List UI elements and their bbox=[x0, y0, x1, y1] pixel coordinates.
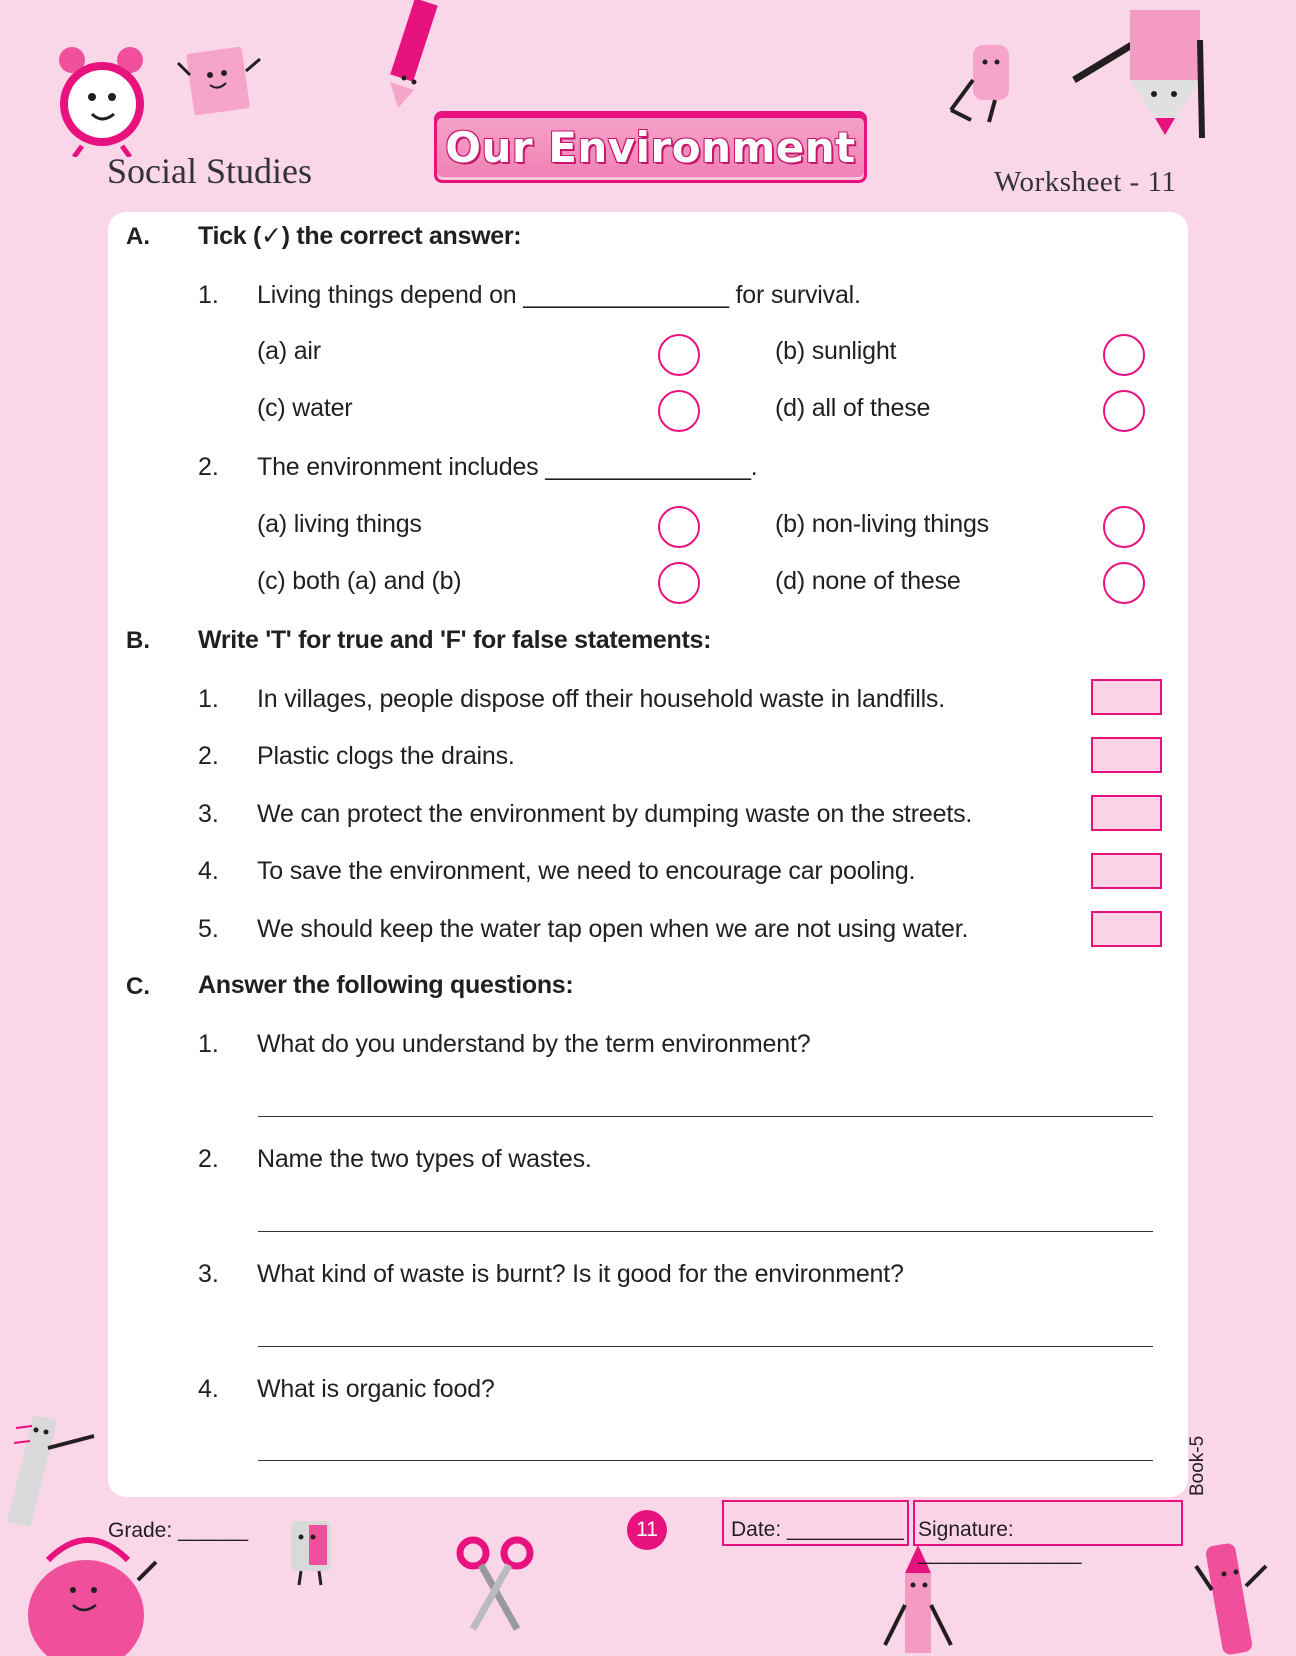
section-c-heading: Answer the following questions: bbox=[198, 971, 574, 999]
date-field: Date: __________ bbox=[731, 1518, 904, 1541]
question-number: 2. bbox=[198, 1145, 219, 1173]
question-text: What is organic food? bbox=[257, 1375, 495, 1403]
statement-number: 2. bbox=[198, 742, 219, 770]
pencil-tip-character-icon bbox=[1070, 10, 1210, 140]
alarm-clock-icon bbox=[52, 42, 152, 157]
question-a1-text: Living things depend on _______________ for survival. bbox=[257, 281, 861, 309]
question-number: 4. bbox=[198, 1375, 219, 1403]
notebook-character-icon bbox=[176, 45, 266, 125]
answer-line[interactable] bbox=[258, 1231, 1153, 1232]
question-a1-number: 1. bbox=[198, 281, 219, 309]
answer-line[interactable] bbox=[258, 1116, 1153, 1117]
option-a2-d: (d) none of these bbox=[775, 567, 961, 595]
statement-text: We can protect the environment by dumping waste on the streets. bbox=[257, 800, 973, 828]
tick-circle[interactable] bbox=[658, 334, 700, 376]
tick-circle[interactable] bbox=[1103, 390, 1145, 432]
tick-circle[interactable] bbox=[658, 390, 700, 432]
statement-number: 1. bbox=[198, 685, 219, 713]
question-a2-text: The environment includes _______________. bbox=[257, 453, 758, 481]
signature-field: Signature: ______________ bbox=[918, 1518, 1082, 1565]
question-text: What do you understand by the term environment? bbox=[257, 1030, 811, 1058]
true-false-box[interactable] bbox=[1091, 911, 1162, 947]
option-a1-b: (b) sunlight bbox=[775, 337, 897, 365]
signature-box[interactable] bbox=[913, 1500, 1183, 1565]
true-false-box[interactable] bbox=[1091, 679, 1162, 715]
true-false-box[interactable] bbox=[1091, 737, 1162, 773]
statement-number: 4. bbox=[198, 857, 219, 885]
book-label: Book-5 bbox=[1187, 1435, 1208, 1496]
true-false-box[interactable] bbox=[1091, 795, 1162, 831]
eraser-character-icon bbox=[945, 40, 1025, 125]
section-b-letter: B. bbox=[126, 627, 150, 654]
option-a1-c: (c) water bbox=[257, 394, 353, 422]
option-a1-a: (a) air bbox=[257, 337, 321, 365]
tick-circle[interactable] bbox=[658, 506, 700, 548]
section-b-heading: Write 'T' for true and 'F' for false statements: bbox=[198, 626, 712, 654]
sharpener-character-icon bbox=[283, 1515, 343, 1587]
page-number-badge: 11 bbox=[627, 1510, 667, 1550]
scissors-icon bbox=[455, 1535, 535, 1631]
statement-text: We should keep the water tap open when we are not using water. bbox=[257, 915, 969, 943]
statement-text: Plastic clogs the drains. bbox=[257, 742, 515, 770]
true-false-box[interactable] bbox=[1091, 853, 1162, 889]
question-text: Name the two types of wastes. bbox=[257, 1145, 592, 1173]
subject-label: Social Studies bbox=[107, 151, 312, 191]
tick-circle[interactable] bbox=[1103, 334, 1145, 376]
page-title: Our Environment bbox=[445, 122, 856, 172]
option-a1-d: (d) all of these bbox=[775, 394, 931, 422]
section-c-letter: C. bbox=[126, 973, 150, 1000]
grade-field[interactable]: Grade: ______ bbox=[108, 1519, 249, 1542]
pen-character-icon bbox=[1192, 1540, 1272, 1656]
tick-circle[interactable] bbox=[1103, 562, 1145, 604]
ruler-character-icon bbox=[8, 1408, 98, 1533]
question-a2-number: 2. bbox=[198, 453, 219, 481]
option-a2-c: (c) both (a) and (b) bbox=[257, 567, 462, 595]
statement-number: 5. bbox=[198, 915, 219, 943]
title-banner bbox=[434, 111, 867, 183]
option-a2-a: (a) living things bbox=[257, 510, 422, 538]
option-a2-b: (b) non-living things bbox=[775, 510, 989, 538]
worksheet-number: Worksheet - 11 bbox=[994, 166, 1177, 198]
answer-line[interactable] bbox=[258, 1346, 1153, 1347]
answer-line[interactable] bbox=[258, 1460, 1153, 1461]
question-text: What kind of waste is burnt? Is it good for the environment? bbox=[257, 1260, 904, 1288]
statement-text: To save the environment, we need to encourage car pooling. bbox=[257, 857, 916, 885]
tick-circle[interactable] bbox=[658, 562, 700, 604]
statement-number: 3. bbox=[198, 800, 219, 828]
section-a-letter: A. bbox=[126, 223, 150, 250]
statement-text: In villages, people dispose off their household waste in landfills. bbox=[257, 685, 945, 713]
pencil-character-icon bbox=[380, 0, 450, 110]
question-number: 3. bbox=[198, 1260, 219, 1288]
date-box[interactable] bbox=[722, 1500, 909, 1546]
section-a-heading: Tick (✓) the correct answer: bbox=[198, 222, 522, 250]
tick-circle[interactable] bbox=[1103, 506, 1145, 548]
question-number: 1. bbox=[198, 1030, 219, 1058]
